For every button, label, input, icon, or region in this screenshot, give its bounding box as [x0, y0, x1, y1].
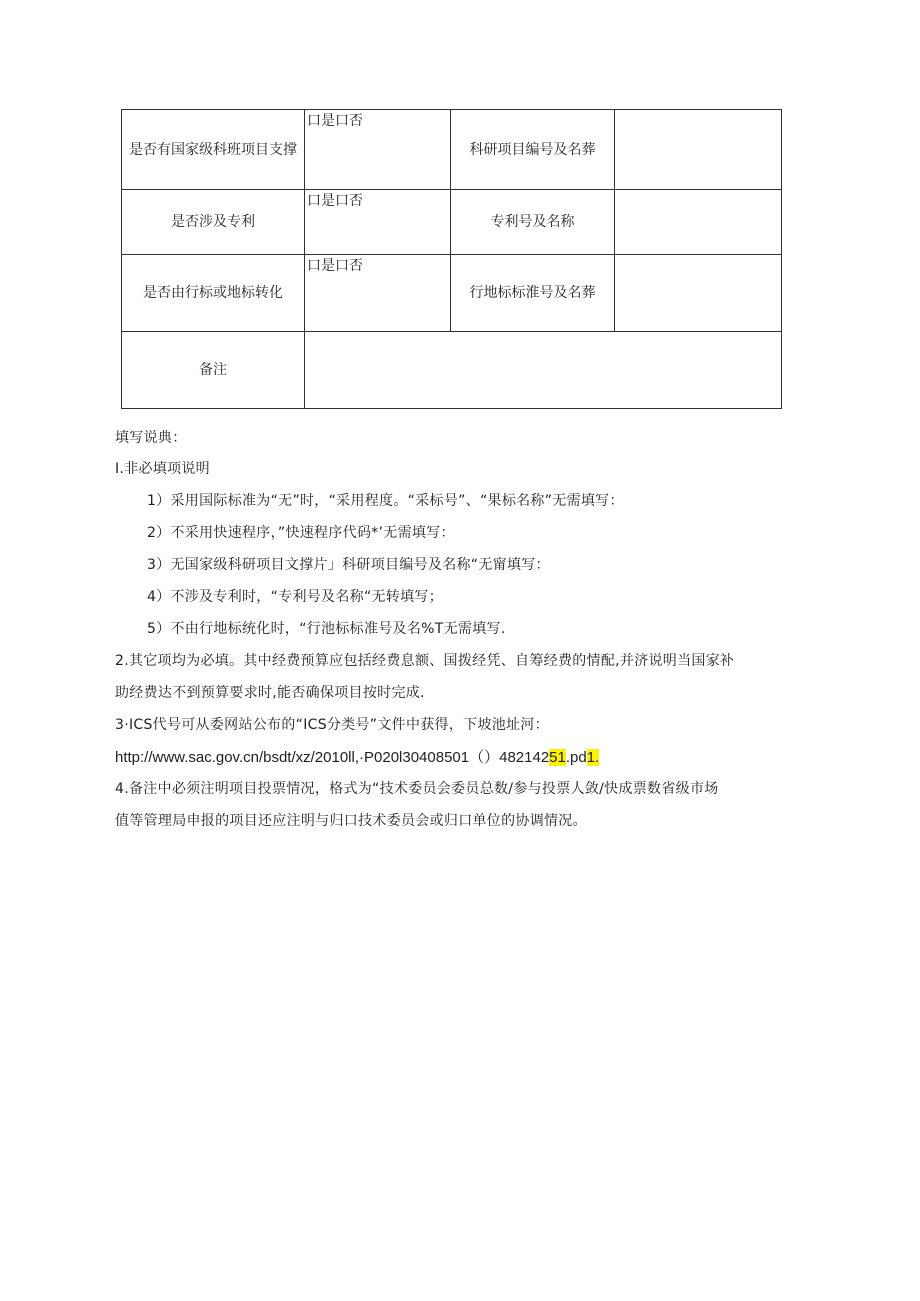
section-required-cont: 助经费达不到预算要求时,能否确保项目按时完成. [115, 685, 425, 701]
table-row [122, 255, 782, 332]
value-cell[interactable] [615, 110, 782, 190]
yes-no-choice[interactable]: 口是口否 [305, 190, 451, 255]
section-required: 2.其它项均为必填。其中经费预算应包括经费息额、国拨经凭、自筹经费的情配,并济说明当国家补 [115, 653, 735, 669]
list-item: 5）不由行地标统化时，“行池标标准号及名%T无需填写. [147, 621, 506, 637]
field-label: 专利号及名称 [451, 190, 615, 255]
value-cell[interactable] [615, 255, 782, 332]
section-optional: I.非必填项说明 [115, 461, 210, 477]
ics-url-link[interactable] [115, 746, 599, 767]
list-item: 1）采用国际标准为“无”时，“采用程度。“采标号”、“果标名称”无需填写： [147, 493, 624, 509]
field-label: 行地标标淮号及名葬 [451, 255, 615, 332]
row-label: 是否涉及专利 [122, 190, 305, 255]
table-row [122, 190, 782, 255]
table-row [122, 332, 782, 409]
yes-no-choice[interactable]: 口是口否 [305, 255, 451, 332]
list-item: 4）不涉及专利时，“专利号及名称“无转填写； [147, 589, 444, 605]
section-remarks: 4.备注中必须注明项目投票情况，格式为“技术委员会委员总数/参与投票人敛/快成票数省级市场 [115, 781, 719, 797]
url-text: http://www.sac.gov.cn/bsdt/xz/2010ll,·P020l30408501（）482142 [115, 749, 550, 766]
field-label: 科研项目编号及名葬 [451, 110, 615, 190]
table-row [122, 110, 782, 190]
highlighted-text: 1. [586, 749, 600, 766]
project-info-table [121, 109, 782, 409]
section-ics: 3·ICS代号可从委网站公布的“ICS分类号”文件中获得，下坡池址河： [115, 717, 549, 733]
yes-no-choice[interactable]: 口是口否 [305, 110, 451, 190]
notes-title: 填写说典： [115, 430, 187, 446]
row-label: 是否有国家级科班项目支撑 [122, 110, 305, 190]
value-cell[interactable] [615, 190, 782, 255]
highlighted-text: 51 [549, 749, 566, 766]
row-label: 是否由行标或地标转化 [122, 255, 305, 332]
section-remarks-cont: 值等管理局申报的项目还应注明与归口技术委员会或归口单位的协调情况。 [115, 813, 587, 829]
list-item: 2）不采用快速程序，”快速程序代码*’无需填写： [147, 525, 455, 541]
remark-label: 备注 [122, 332, 305, 409]
list-item: 3）无国家级科研项目文撑片」科研项目编号及名称“无甯填写： [147, 557, 550, 573]
remark-cell[interactable] [305, 332, 782, 409]
url-text: .pd [565, 749, 587, 766]
